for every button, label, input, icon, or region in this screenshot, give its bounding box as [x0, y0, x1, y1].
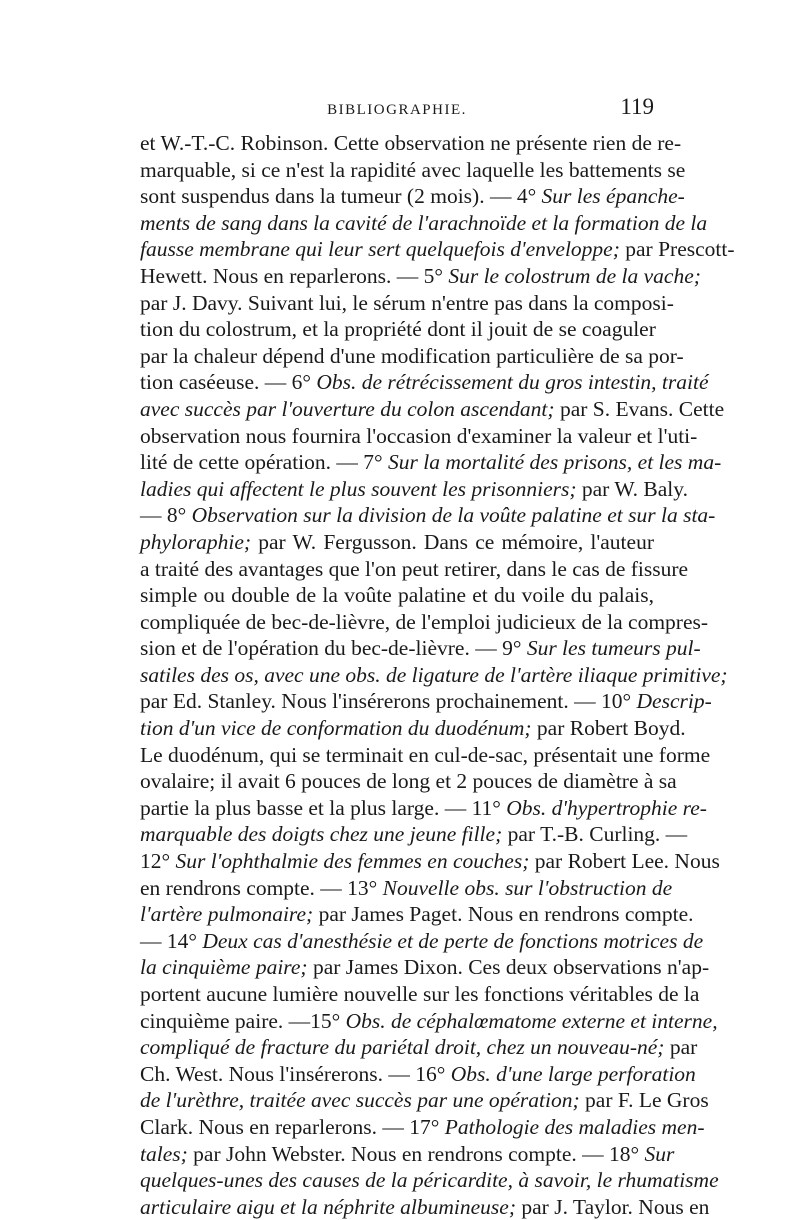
- text-line: [140, 369, 709, 396]
- text-segment: par Prescott-: [619, 237, 735, 262]
- italic-segment: ments de sang dans la cavité de l'arachnoïde et la formation de la: [140, 210, 708, 235]
- text-segment: marquable, si ce n'est la rapidité avec laquelle les battements se: [140, 157, 686, 182]
- text-line: [140, 875, 673, 902]
- text-segment: lité de cette opération. — 7°: [140, 450, 388, 475]
- text-line: [140, 556, 689, 583]
- italic-segment: Sur le colostrum de la vache;: [448, 263, 701, 288]
- text-line: [140, 715, 686, 742]
- text-line: [140, 742, 711, 769]
- text-line: [140, 210, 708, 237]
- text-line: [140, 609, 709, 636]
- text-line: [140, 343, 684, 370]
- text-segment: par W. Baly.: [576, 476, 688, 501]
- text-line: [140, 157, 686, 184]
- italic-segment: fausse membrane qui leur sert quelquefois d'enveloppe;: [140, 237, 620, 262]
- italic-segment: Nouvelle obs. sur l'obstruction de: [382, 875, 673, 900]
- italic-segment: Sur: [644, 1141, 675, 1166]
- text-segment: sont suspendus dans la tumeur (2 mois). — 4°: [140, 184, 542, 209]
- text-line: [140, 795, 707, 822]
- text-line: [140, 928, 704, 955]
- text-line: [140, 423, 698, 450]
- italic-segment: Obs. d'hypertrophie re-: [506, 795, 707, 820]
- text-line: [140, 316, 654, 343]
- text-segment: Le duodénum, qui se terminait en cul-de-sac, présentait une forme: [140, 742, 711, 767]
- text-line: [140, 1008, 718, 1035]
- text-segment: par John Webster. Nous en rendrons compte. — 18°: [187, 1141, 645, 1166]
- text-segment: Ch. West. Nous l'insérerons. — 16°: [140, 1061, 451, 1086]
- text-segment: par J. Davy. Suivant lui, le sérum n'entre pas dans la composi-: [140, 290, 674, 315]
- page-number: 119: [620, 94, 654, 119]
- text-segment: par Robert Lee. Nous: [529, 849, 720, 874]
- text-segment: observation nous fournira l'occasion d'examiner la valeur et l'uti-: [140, 423, 698, 448]
- text-line: [140, 848, 720, 875]
- text-segment: sion et de l'opération du bec-de-lièvre. — 9°: [140, 636, 527, 661]
- italic-segment: Sur les tumeurs pul-: [526, 636, 701, 661]
- text-line: [140, 396, 725, 423]
- text-segment: a traité des avantages que l'on peut retirer, dans le cas de fissure: [140, 556, 689, 581]
- text-line: [140, 263, 701, 290]
- text-segment: 12°: [140, 849, 176, 874]
- text-line: [140, 901, 694, 928]
- italic-segment: Sur les épanche-: [541, 184, 685, 209]
- italic-segment: tales;: [140, 1141, 188, 1166]
- text-line: [140, 768, 677, 795]
- italic-segment: quelques-unes des causes de la péricardite, à savoir, le rhumatisme: [140, 1168, 719, 1193]
- text-segment: — 14°: [140, 928, 203, 953]
- italic-segment: marquable des doigts chez une jeune fille;: [140, 822, 503, 847]
- text-segment: et W.-T.-C. Robinson. Cette observation ne présente rien de re-: [140, 131, 682, 155]
- italic-segment: Obs. d'une large perforation: [450, 1061, 696, 1086]
- italic-segment: avec succès par l'ouverture du colon ascendant;: [140, 396, 555, 421]
- italic-segment: l'artère pulmonaire;: [140, 902, 314, 927]
- text-segment: Hewett. Nous en reparlerons. — 5°: [140, 263, 449, 288]
- text-segment: par: [664, 1035, 698, 1060]
- body-text: [140, 130, 735, 1220]
- text-segment: simple ou double de la voûte palatine et du voile du palais,: [140, 583, 654, 608]
- text-line: [140, 529, 654, 556]
- text-segment: par James Dixon. Ces deux observations n'ap-: [307, 955, 710, 980]
- text-line: [140, 1194, 710, 1220]
- text-line: [140, 1167, 719, 1194]
- text-segment: ovalaire; il avait 6 pouces de long et 2 pouces de diamètre à sa: [140, 769, 677, 794]
- text-segment: par Robert Boyd.: [531, 716, 686, 741]
- text-line: [140, 981, 700, 1008]
- text-segment: par T.-B. Curling. —: [502, 822, 688, 847]
- text-segment: — 8°: [140, 503, 192, 528]
- text-segment: tion caséeuse. — 6°: [140, 370, 317, 395]
- text-line: [140, 688, 712, 715]
- text-line: [140, 821, 688, 848]
- italic-segment: compliqué de fracture du pariétal droit, chez un nouveau-né;: [140, 1035, 665, 1060]
- italic-segment: Obs. de céphalœmatome externe et interne,: [345, 1008, 718, 1033]
- text-segment: par la chaleur dépend d'une modification particulière de sa por-: [140, 343, 684, 368]
- text-line: [140, 449, 722, 476]
- text-segment: par S. Evans. Cette: [554, 396, 725, 421]
- text-line: [140, 130, 682, 157]
- text-line: [140, 1141, 675, 1168]
- italic-segment: tion d'un vice de conformation du duodénum;: [140, 716, 532, 741]
- text-segment: par James Paget. Nous en rendrons compte.: [313, 902, 694, 927]
- text-line: [140, 662, 728, 689]
- text-segment: en rendrons compte. — 13°: [140, 875, 383, 900]
- text-line: [140, 236, 735, 263]
- italic-segment: ladies qui affectent le plus souvent les prisonniers;: [140, 476, 577, 501]
- page-header: [140, 94, 654, 128]
- text-line: [140, 476, 688, 503]
- text-segment: compliquée de bec-de-lièvre, de l'emploi judicieux de la compres-: [140, 609, 709, 634]
- italic-segment: Observation sur la division de la voûte palatine et sur la sta-: [191, 503, 716, 528]
- italic-segment: Obs. de rétrécissement du gros intestin, traité: [316, 370, 709, 395]
- running-title: BIBLIOGRAPHIE.: [327, 102, 467, 118]
- text-line: [140, 183, 685, 210]
- italic-segment: Sur la mortalité des prisons, et les ma-: [388, 450, 722, 475]
- italic-segment: articulaire aigu et la néphrite albumineuse;: [140, 1194, 516, 1219]
- text-line: [140, 290, 674, 317]
- text-segment: par W. Fergusson. Dans ce mémoire, l'auteur: [251, 529, 654, 554]
- text-line: [140, 1114, 705, 1141]
- text-line: [140, 1087, 709, 1114]
- text-line: [140, 1034, 698, 1061]
- text-segment: tion du colostrum, et la propriété dont il jouit de se coaguler: [140, 317, 656, 342]
- italic-segment: satiles des os, avec une obs. de ligature de l'artère iliaque primitive;: [140, 662, 728, 687]
- text-segment: Clark. Nous en reparlerons. — 17°: [140, 1114, 445, 1139]
- italic-segment: Deux cas d'anesthésie et de perte de fonctions motrices de: [202, 928, 704, 953]
- text-segment: cinquième paire. —15°: [140, 1008, 346, 1033]
- italic-segment: Descrip-: [636, 689, 712, 714]
- text-line: [140, 635, 701, 662]
- italic-segment: Pathologie des maladies men-: [444, 1114, 705, 1139]
- text-segment: par F. Le Gros: [579, 1088, 709, 1113]
- text-line: [140, 1061, 696, 1088]
- text-segment: partie la plus basse et la plus large. — 11°: [140, 795, 507, 820]
- italic-segment: de l'urèthre, traitée avec succès par une opération;: [140, 1088, 580, 1113]
- italic-segment: Sur l'ophthalmie des femmes en couches;: [175, 849, 530, 874]
- text-segment: par J. Taylor. Nous en: [516, 1194, 710, 1219]
- italic-segment: phyloraphie;: [140, 529, 252, 554]
- text-line: [140, 582, 654, 609]
- text-segment: par Ed. Stanley. Nous l'insérerons prochainement. — 10°: [140, 689, 637, 714]
- italic-segment: la cinquième paire;: [140, 955, 308, 980]
- text-line: [140, 954, 710, 981]
- text-line: [140, 502, 716, 529]
- text-segment: portent aucune lumière nouvelle sur les fonctions véritables de la: [140, 982, 700, 1006]
